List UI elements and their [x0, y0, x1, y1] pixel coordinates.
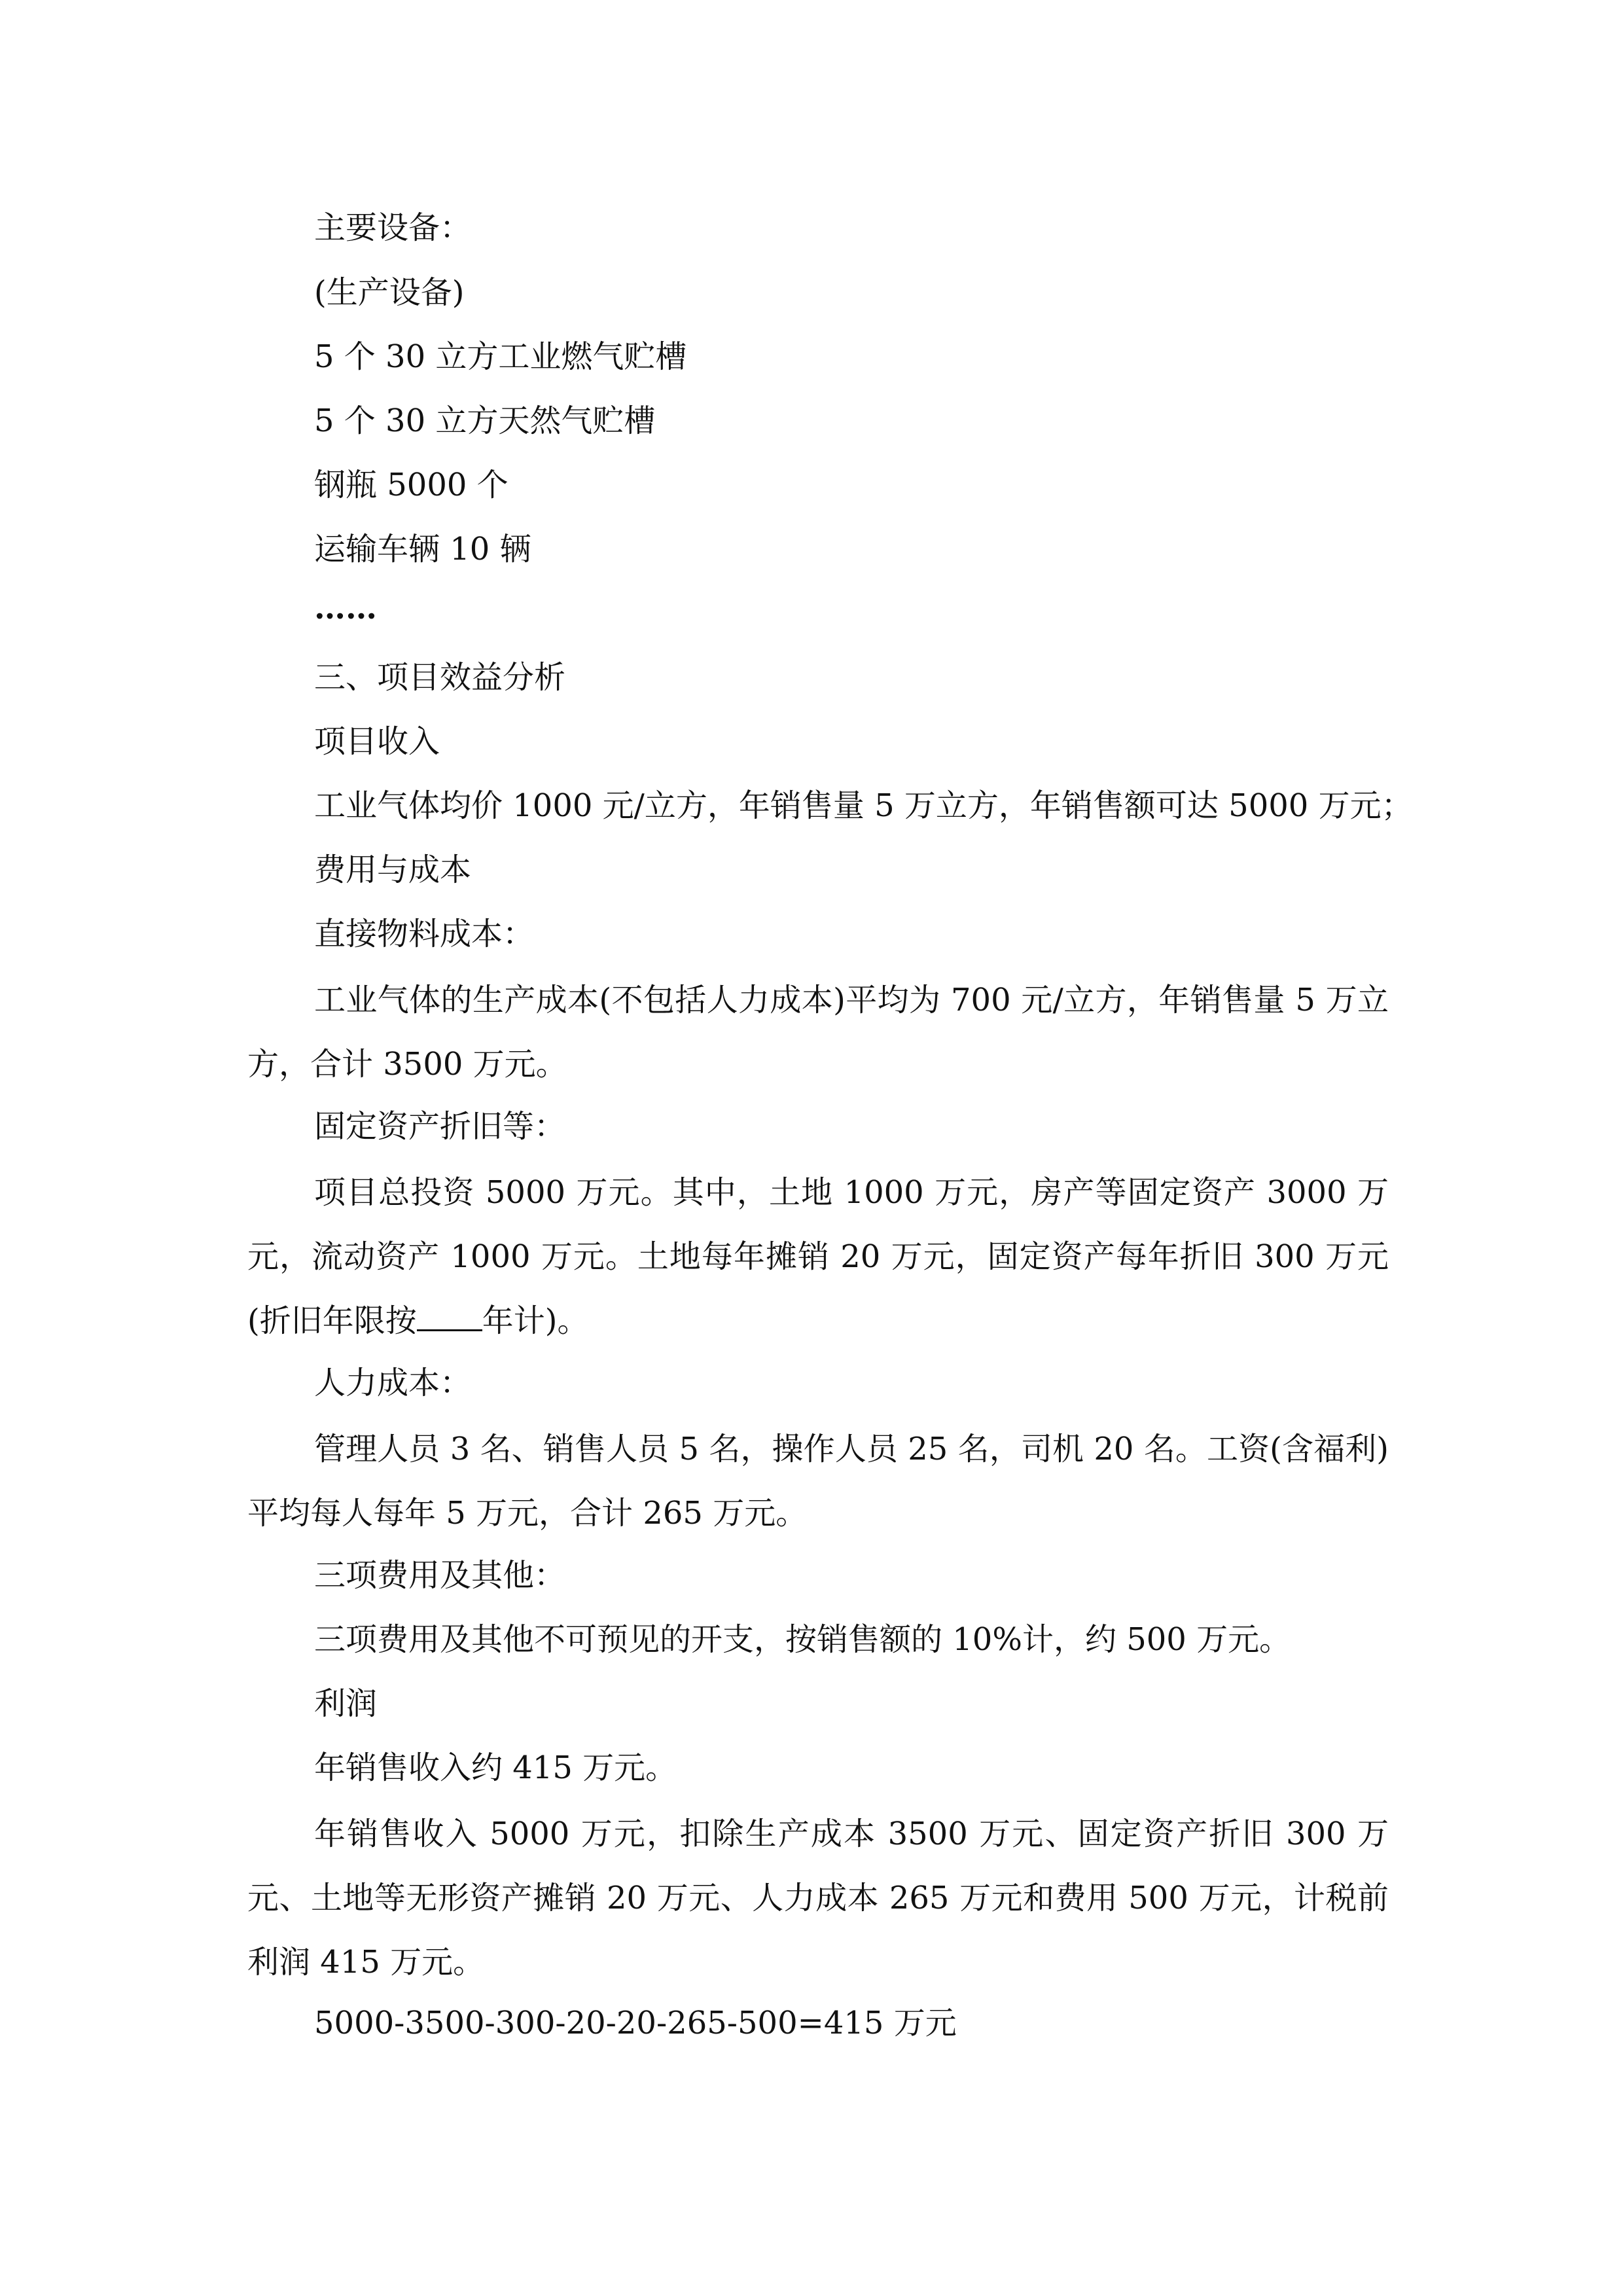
labor-cost-heading: 人力成本：: [314, 1365, 472, 1401]
fixed-assets-heading: 固定资产折旧等：: [314, 1108, 566, 1145]
revenue-text: 工业气体均价 1000 元/立方，年销售量 5 万立方，年销售额可达 5000 万元；: [314, 787, 1413, 824]
equipment-item: 5 个 30 立方工业燃气贮槽: [314, 338, 687, 375]
other-cost-heading: 三项费用及其他：: [314, 1557, 566, 1594]
profit-formula: 5000-3500-300-20-20-265-500=415 万元: [314, 2005, 957, 2041]
revenue-heading: 项目收入: [314, 723, 440, 760]
fixed-assets-text: [247, 1160, 1389, 1353]
material-cost-heading: 直接物料成本：: [314, 916, 535, 952]
equipment-item: 钢瓶 5000 个: [314, 467, 508, 503]
fixed-assets-text-part2: 年计)。: [482, 1302, 589, 1339]
blank-underline: [417, 1303, 482, 1331]
equipment-item: 5 个 30 立方天然气贮槽: [314, 403, 656, 439]
profit-summary: 年销售收入约 415 万元。: [314, 1749, 677, 1786]
labor-cost-text: 管理人员 3 名、销售人员 5 名，操作人员 25 名，司机 20 名。工资(含福利)平均每人每年 5 万元，合计 265 万元。: [247, 1431, 1389, 1532]
material-cost-text: 工业气体的生产成本(不包括人力成本)平均为 700 元/立方，年销售量 5 万立方，合计 3500 万元。: [247, 982, 1389, 1083]
profit-heading: 利润: [314, 1685, 378, 1722]
profit-text: 年销售收入 5000 万元，扣除生产成本 3500 万元、固定资产折旧 300 万元、土地等无形资产摊销 20 万元、人力成本 265 万元和费用 500 万元，计税前利润 415 万元。: [247, 1816, 1389, 1981]
section-heading: 三、项目效益分析: [314, 659, 566, 696]
costs-heading: 费用与成本: [314, 852, 472, 888]
equipment-item: 运输车辆 10 辆: [314, 531, 531, 567]
ellipsis: ……: [314, 590, 377, 626]
other-cost-text: 三项费用及其他不可预见的开支，按销售额的 10%计，约 500 万元。: [314, 1621, 1291, 1658]
fixed-assets-text-part1: 项目总投资 5000 万元。其中，土地 1000 万元，房产等固定资产 3000 万元，流动资产 1000 万元。土地每年摊销 20 万元，固定资产每年折旧 300 万元(折旧年限按: [247, 1174, 1389, 1339]
equipment-category: (生产设备): [314, 274, 465, 311]
equipment-heading: 主要设备：: [314, 209, 472, 246]
